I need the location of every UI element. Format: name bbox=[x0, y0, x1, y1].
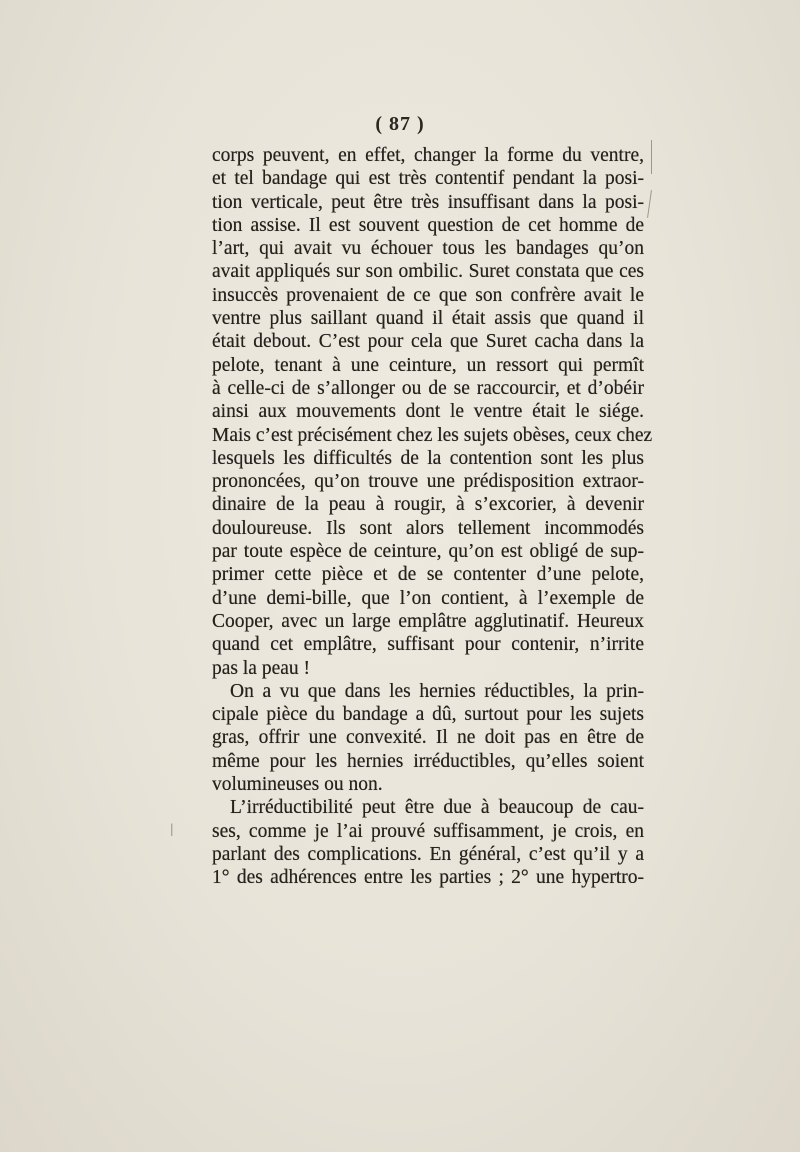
text-line: 1° des adhérences entre les parties ; 2° une hypertro- bbox=[212, 867, 644, 889]
text-line: à celle-ci de s’allonger ou de se raccourcir, et d’obéir bbox=[212, 377, 644, 399]
show-through-mark bbox=[647, 190, 652, 218]
text-line: corps peuvent, en effet, changer la forme du ventre, bbox=[212, 145, 644, 166]
text-line: pelote, tenant à une ceinture, un ressort qui permît bbox=[212, 354, 644, 376]
text-line: gras, offrir une convexité. Il ne doit pas en être de bbox=[212, 727, 644, 749]
text-line: ventre plus saillant quand il était assis que quand il bbox=[212, 308, 644, 330]
text-line: On a vu que dans les hernies réductibles, la prin- bbox=[230, 680, 644, 702]
text-line: d’une demi-bille, que l’on contient, à l’exemple de bbox=[212, 587, 644, 609]
text-line: et tel bandage qui est très contentif pendant la posi- bbox=[212, 168, 644, 190]
text-line: tion verticale, peut être très insuffisant dans la posi- bbox=[212, 191, 644, 213]
text-line: primer cette pièce et de se contenter d’une pelote, bbox=[212, 564, 644, 586]
text-line: tion assise. Il est souvent question de cet homme de bbox=[212, 214, 644, 236]
text-line: lesquels les difficultés de la contention sont les plus bbox=[212, 447, 644, 469]
text-line: L’irréductibilité peut être due à beaucoup de cau- bbox=[230, 797, 644, 819]
text-line: dinaire de la peau à rougir, à s’excorier, à devenir bbox=[212, 494, 644, 516]
show-through-mark bbox=[651, 140, 652, 174]
text-line: par toute espèce de ceinture, qu’on est obligé de sup- bbox=[212, 541, 644, 563]
text-line: volumineuses ou non. bbox=[212, 774, 383, 796]
text-line: Mais c’est précisément chez les sujets obèses, ceux chez bbox=[212, 424, 653, 446]
body-text bbox=[212, 144, 653, 890]
text-line: ainsi aux mouvements dont le ventre était le siége. bbox=[212, 401, 644, 423]
page-number: ( 87 ) bbox=[375, 113, 425, 135]
text-line: parlant des complications. En général, c’est qu’il y a bbox=[212, 843, 644, 865]
show-through-mark: ǀ bbox=[170, 820, 174, 840]
text-line: l’art, qui avait vu échouer tous les bandages qu’on bbox=[212, 238, 644, 260]
text-line: quand cet emplâtre, suffisant pour contenir, n’irrite bbox=[212, 634, 644, 656]
text-line: cipale pièce du bandage a dû, surtout pour les sujets bbox=[212, 704, 644, 726]
text-line: était debout. C’est pour cela que Suret cacha dans la bbox=[212, 331, 644, 353]
text-line: insuccès provenaient de ce que son confrère avait le bbox=[212, 284, 644, 306]
text-line: pas la peau ! bbox=[212, 657, 310, 679]
text-line: douloureuse. Ils sont alors tellement incommodés bbox=[212, 517, 644, 539]
text-line: ses, comme je l’ai prouvé suffisamment, je crois, en bbox=[212, 820, 644, 842]
text-line: avait appliqués sur son ombilic. Suret constata que ces bbox=[212, 261, 644, 283]
text-line: même pour les hernies irréductibles, qu’elles soient bbox=[212, 750, 644, 772]
text-line: prononcées, qu’on trouve une prédisposition extraor- bbox=[212, 471, 644, 493]
text-line: Cooper, avec un large emplâtre agglutinatif. Heureux bbox=[212, 610, 644, 632]
